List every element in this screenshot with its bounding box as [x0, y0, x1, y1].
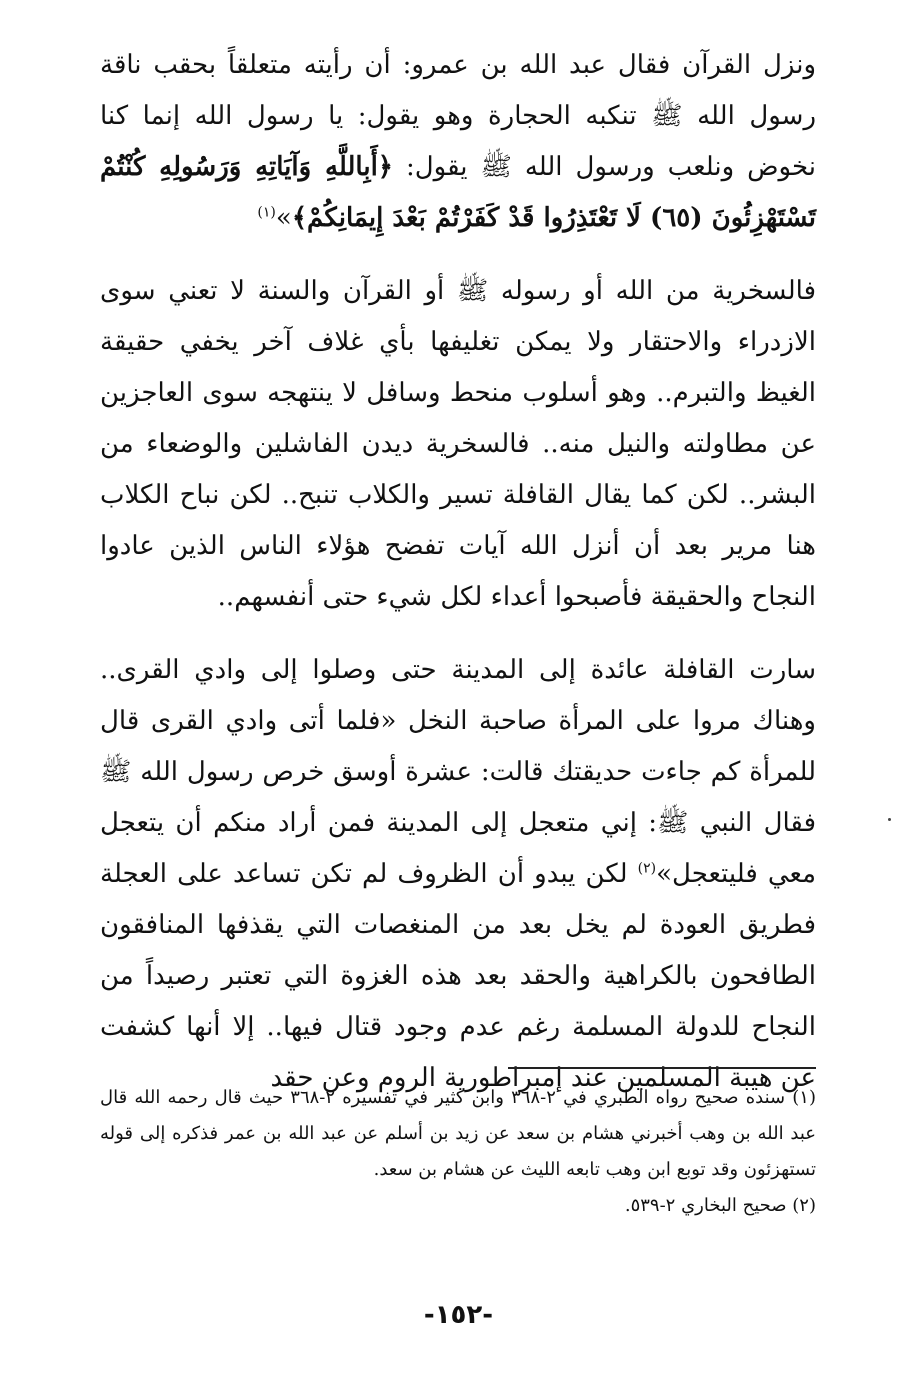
main-text — [100, 40, 816, 1104]
paragraph-1 — [100, 40, 816, 244]
footnote-2: (٢) صحيح البخاري ٢-٥٣٩. — [624, 1195, 816, 1216]
footnote-divider — [508, 1067, 816, 1069]
paragraph-3-continuation: لكن يبدو أن الظروف لم تكن تساعد على العجلة فطريق العودة لم يخل بعد من المنغصات التي يقذفها المنافقون الطافحون بالكراهية والحقد بعد هذه الغزوة التي تعتبر رصيداً من النجاح للدولة المسلمة رغم عدم وجود قتال فيها.. إلا أنها كشفت عن هيبة المسلمين عند إمبراطورية الروم وعن حقد — [100, 859, 816, 1093]
paragraph-2: فالسخرية من الله أو رسوله ﷺ أو القرآن والسنة لا تعني سوى الازدراء والاحتقار ولا يمكن تغليفها بأي غلاف آخر يخفي حقيقة الغيظ والتبرم.. وهو أسلوب منحط وسافل لا ينتهجه سوى العاجزين عن مطاولته والنيل منه.. فالسخرية ديدن الفاشلين والوضعاء من البشر.. لكن كما يقال القافلة تسير والكلاب تنبح.. لكن نباح الكلاب هنا مرير بعد أن أنزل الله آيات تفضح هؤلاء الناس الذين عادوا النجاح والحقيقة فأصبحوا أعداء لكل شيء حتى أنفسهم.. — [100, 276, 816, 612]
paragraph-3-text: سارت القافلة عائدة إلى المدينة حتى وصلوا إلى وادي القرى.. وهناك مروا على المرأة صاحبة النخل «فلما أتى وادي القرى قال للمرأة كم جاءت حديقتك قالت: عشرة أوسق خرص رسول الله ﷺ فقال النبي ﷺ: إني متعجل إلى المدينة فمن أراد منكم أن يتعجل معي فليتعجل» — [100, 655, 816, 889]
footnote-1: (١) سنده صحيح رواه الطبري في ٢-٣٦٨ وابن كثير في تفسيره ٢-٣٦٨ حيث قال رحمه الله قال عبد الله بن وهب أخبرني هشام بن سعد عن زيد بن أسلم عن عبد الله بن عمر فذكره إلى قوله تستهزئون وقد توبع ابن وهب تابعه الليث عن هشام بن سعد. — [100, 1087, 817, 1180]
quran-verse: ﴿أَبِاللَّهِ وَآيَاتِهِ وَرَسُولِهِ كُنْتُمْ تَسْتَهْزِئُونَ (٦٥) لَا تَعْتَذِرُوا قَدْ كَفَرْتُمْ بَعْدَ إِيمَانِكُمْ﴾ — [100, 152, 816, 233]
footnote-ref-1[interactable]: (١) — [257, 204, 276, 221]
footnote-ref-2[interactable]: (٢) — [637, 860, 657, 877]
paragraph-3 — [100, 645, 816, 1104]
margin-dot — [888, 818, 891, 821]
footnotes — [100, 1080, 816, 1224]
paragraph-1-text: ونزل القرآن فقال عبد الله بن عمرو: أن رأيته متعلقاً بحقب ناقة رسول الله ﷺ تنكبه الحجارة وهو يقول: يا رسول الله إنما كنا نخوض ونلعب ورسول الله ﷺ يقول: — [100, 50, 816, 182]
quote-close: » — [275, 203, 292, 233]
page-number: -١٥٢- — [423, 1300, 494, 1330]
